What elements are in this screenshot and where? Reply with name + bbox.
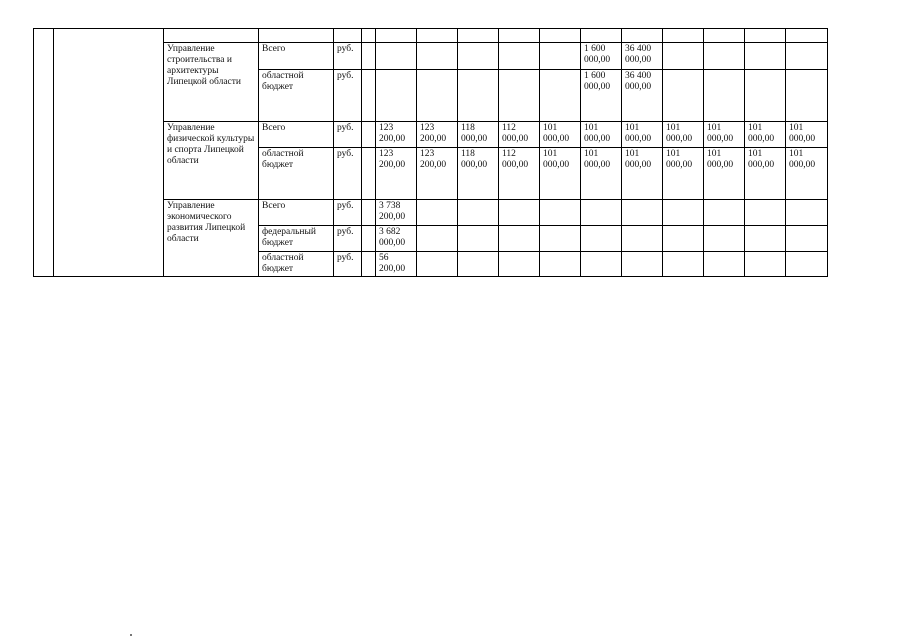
year-amount-cell	[663, 252, 704, 277]
year-amount-cell: 123 200,00	[417, 148, 458, 200]
year-amount-cell	[540, 200, 581, 226]
narrow-blank-cell	[362, 148, 376, 200]
funding-source-cell: федеральный бюджет	[259, 226, 334, 252]
year-amount-cell: 101 000,00	[622, 148, 663, 200]
org-name-cell: Управление строительства и архитектуры Липецкой области	[164, 43, 259, 122]
unit-cell: руб.	[334, 43, 362, 70]
year-amount-cell	[499, 43, 540, 70]
year-amount-cell	[622, 200, 663, 226]
table-body	[34, 29, 828, 277]
year-amount-cell	[540, 252, 581, 277]
year-amount-cell	[786, 200, 828, 226]
year-amount-cell: 36 400 000,00	[622, 70, 663, 122]
unit-cell: руб.	[334, 226, 362, 252]
year-amount-cell	[458, 43, 499, 70]
stub-cell	[622, 29, 663, 43]
stub-cell	[334, 29, 362, 43]
year-amount-cell	[417, 70, 458, 122]
year-amount-cell	[540, 226, 581, 252]
year-amount-cell: 101 000,00	[622, 122, 663, 148]
table-header-stub-row	[34, 29, 828, 43]
year-amount-cell	[499, 252, 540, 277]
year-amount-cell	[417, 200, 458, 226]
year-amount-cell	[376, 70, 417, 122]
year-amount-cell	[622, 252, 663, 277]
year-amount-cell: 101 000,00	[581, 122, 622, 148]
stub-cell	[663, 29, 704, 43]
unit-cell: руб.	[334, 122, 362, 148]
narrow-blank-cell	[362, 70, 376, 122]
year-amount-cell: 101 000,00	[786, 122, 828, 148]
year-amount-cell	[376, 43, 417, 70]
year-amount-cell	[581, 252, 622, 277]
year-amount-cell	[663, 70, 704, 122]
stub-cell	[259, 29, 334, 43]
stub-cell	[745, 29, 786, 43]
narrow-blank-cell	[362, 226, 376, 252]
year-amount-cell: 101 000,00	[663, 148, 704, 200]
year-amount-cell: 112 000,00	[499, 148, 540, 200]
budget-table	[33, 28, 828, 277]
narrow-blank-cell	[362, 200, 376, 226]
stub-cell	[164, 29, 259, 43]
funding-source-cell: областной бюджет	[259, 252, 334, 277]
stub-cell	[704, 29, 745, 43]
stub-cell	[362, 29, 376, 43]
year-amount-cell	[704, 252, 745, 277]
stub-cell	[417, 29, 458, 43]
stub-cell	[581, 29, 622, 43]
year-amount-cell	[417, 43, 458, 70]
year-amount-cell	[417, 252, 458, 277]
year-amount-cell	[745, 70, 786, 122]
year-amount-cell	[458, 70, 499, 122]
year-amount-cell: 1 600 000,00	[581, 43, 622, 70]
year-amount-cell	[663, 200, 704, 226]
program-cell	[54, 29, 164, 277]
year-amount-cell: 101 000,00	[540, 148, 581, 200]
narrow-blank-cell	[362, 43, 376, 70]
unit-cell: руб.	[334, 70, 362, 122]
year-amount-cell	[663, 43, 704, 70]
year-amount-cell	[704, 70, 745, 122]
year-amount-cell	[786, 70, 828, 122]
year-amount-cell: 118 000,00	[458, 122, 499, 148]
org-name-cell: Управление экономического развития Липецкой области	[164, 200, 259, 277]
year-amount-cell	[458, 200, 499, 226]
funding-source-cell: Всего	[259, 122, 334, 148]
year-amount-cell	[745, 200, 786, 226]
year-amount-cell	[622, 226, 663, 252]
year-amount-cell: 3 682 000,00	[376, 226, 417, 252]
funding-source-cell: Всего	[259, 43, 334, 70]
narrow-blank-cell	[362, 252, 376, 277]
year-amount-cell: 118 000,00	[458, 148, 499, 200]
stub-cell	[458, 29, 499, 43]
year-amount-cell: 36 400 000,00	[622, 43, 663, 70]
year-amount-cell	[417, 226, 458, 252]
scan-speck	[130, 634, 132, 636]
funding-source-cell: областной бюджет	[259, 148, 334, 200]
year-amount-cell	[540, 43, 581, 70]
year-amount-cell	[704, 200, 745, 226]
stub-cell	[499, 29, 540, 43]
year-amount-cell	[540, 70, 581, 122]
year-amount-cell: 123 200,00	[376, 122, 417, 148]
funding-source-cell: областной бюджет	[259, 70, 334, 122]
year-amount-cell	[704, 226, 745, 252]
year-amount-cell	[499, 200, 540, 226]
year-amount-cell	[458, 252, 499, 277]
year-amount-cell: 123 200,00	[417, 122, 458, 148]
year-amount-cell	[499, 226, 540, 252]
narrow-blank-cell	[362, 122, 376, 148]
year-amount-cell: 112 000,00	[499, 122, 540, 148]
year-amount-cell	[458, 226, 499, 252]
year-amount-cell: 101 000,00	[704, 122, 745, 148]
year-amount-cell	[786, 43, 828, 70]
year-amount-cell	[581, 200, 622, 226]
year-amount-cell	[745, 226, 786, 252]
year-amount-cell: 101 000,00	[663, 122, 704, 148]
year-amount-cell	[786, 252, 828, 277]
year-amount-cell: 101 000,00	[786, 148, 828, 200]
year-amount-cell	[499, 70, 540, 122]
year-amount-cell	[745, 43, 786, 70]
year-amount-cell	[745, 252, 786, 277]
year-amount-cell: 1 600 000,00	[581, 70, 622, 122]
year-amount-cell: 101 000,00	[540, 122, 581, 148]
funding-source-cell: Всего	[259, 200, 334, 226]
year-amount-cell: 123 200,00	[376, 148, 417, 200]
unit-cell: руб.	[334, 200, 362, 226]
stub-cell	[540, 29, 581, 43]
year-amount-cell	[786, 226, 828, 252]
year-amount-cell: 101 000,00	[704, 148, 745, 200]
stub-cell	[786, 29, 828, 43]
left-margin-cell	[34, 29, 54, 277]
unit-cell: руб.	[334, 148, 362, 200]
year-amount-cell	[581, 226, 622, 252]
year-amount-cell: 56 200,00	[376, 252, 417, 277]
year-amount-cell	[663, 226, 704, 252]
stub-cell	[376, 29, 417, 43]
org-name-cell: Управление физической культуры и спорта Липецкой области	[164, 122, 259, 200]
year-amount-cell	[704, 43, 745, 70]
year-amount-cell: 101 000,00	[745, 122, 786, 148]
unit-cell: руб.	[334, 252, 362, 277]
year-amount-cell: 101 000,00	[745, 148, 786, 200]
year-amount-cell: 101 000,00	[581, 148, 622, 200]
year-amount-cell: 3 738 200,00	[376, 200, 417, 226]
